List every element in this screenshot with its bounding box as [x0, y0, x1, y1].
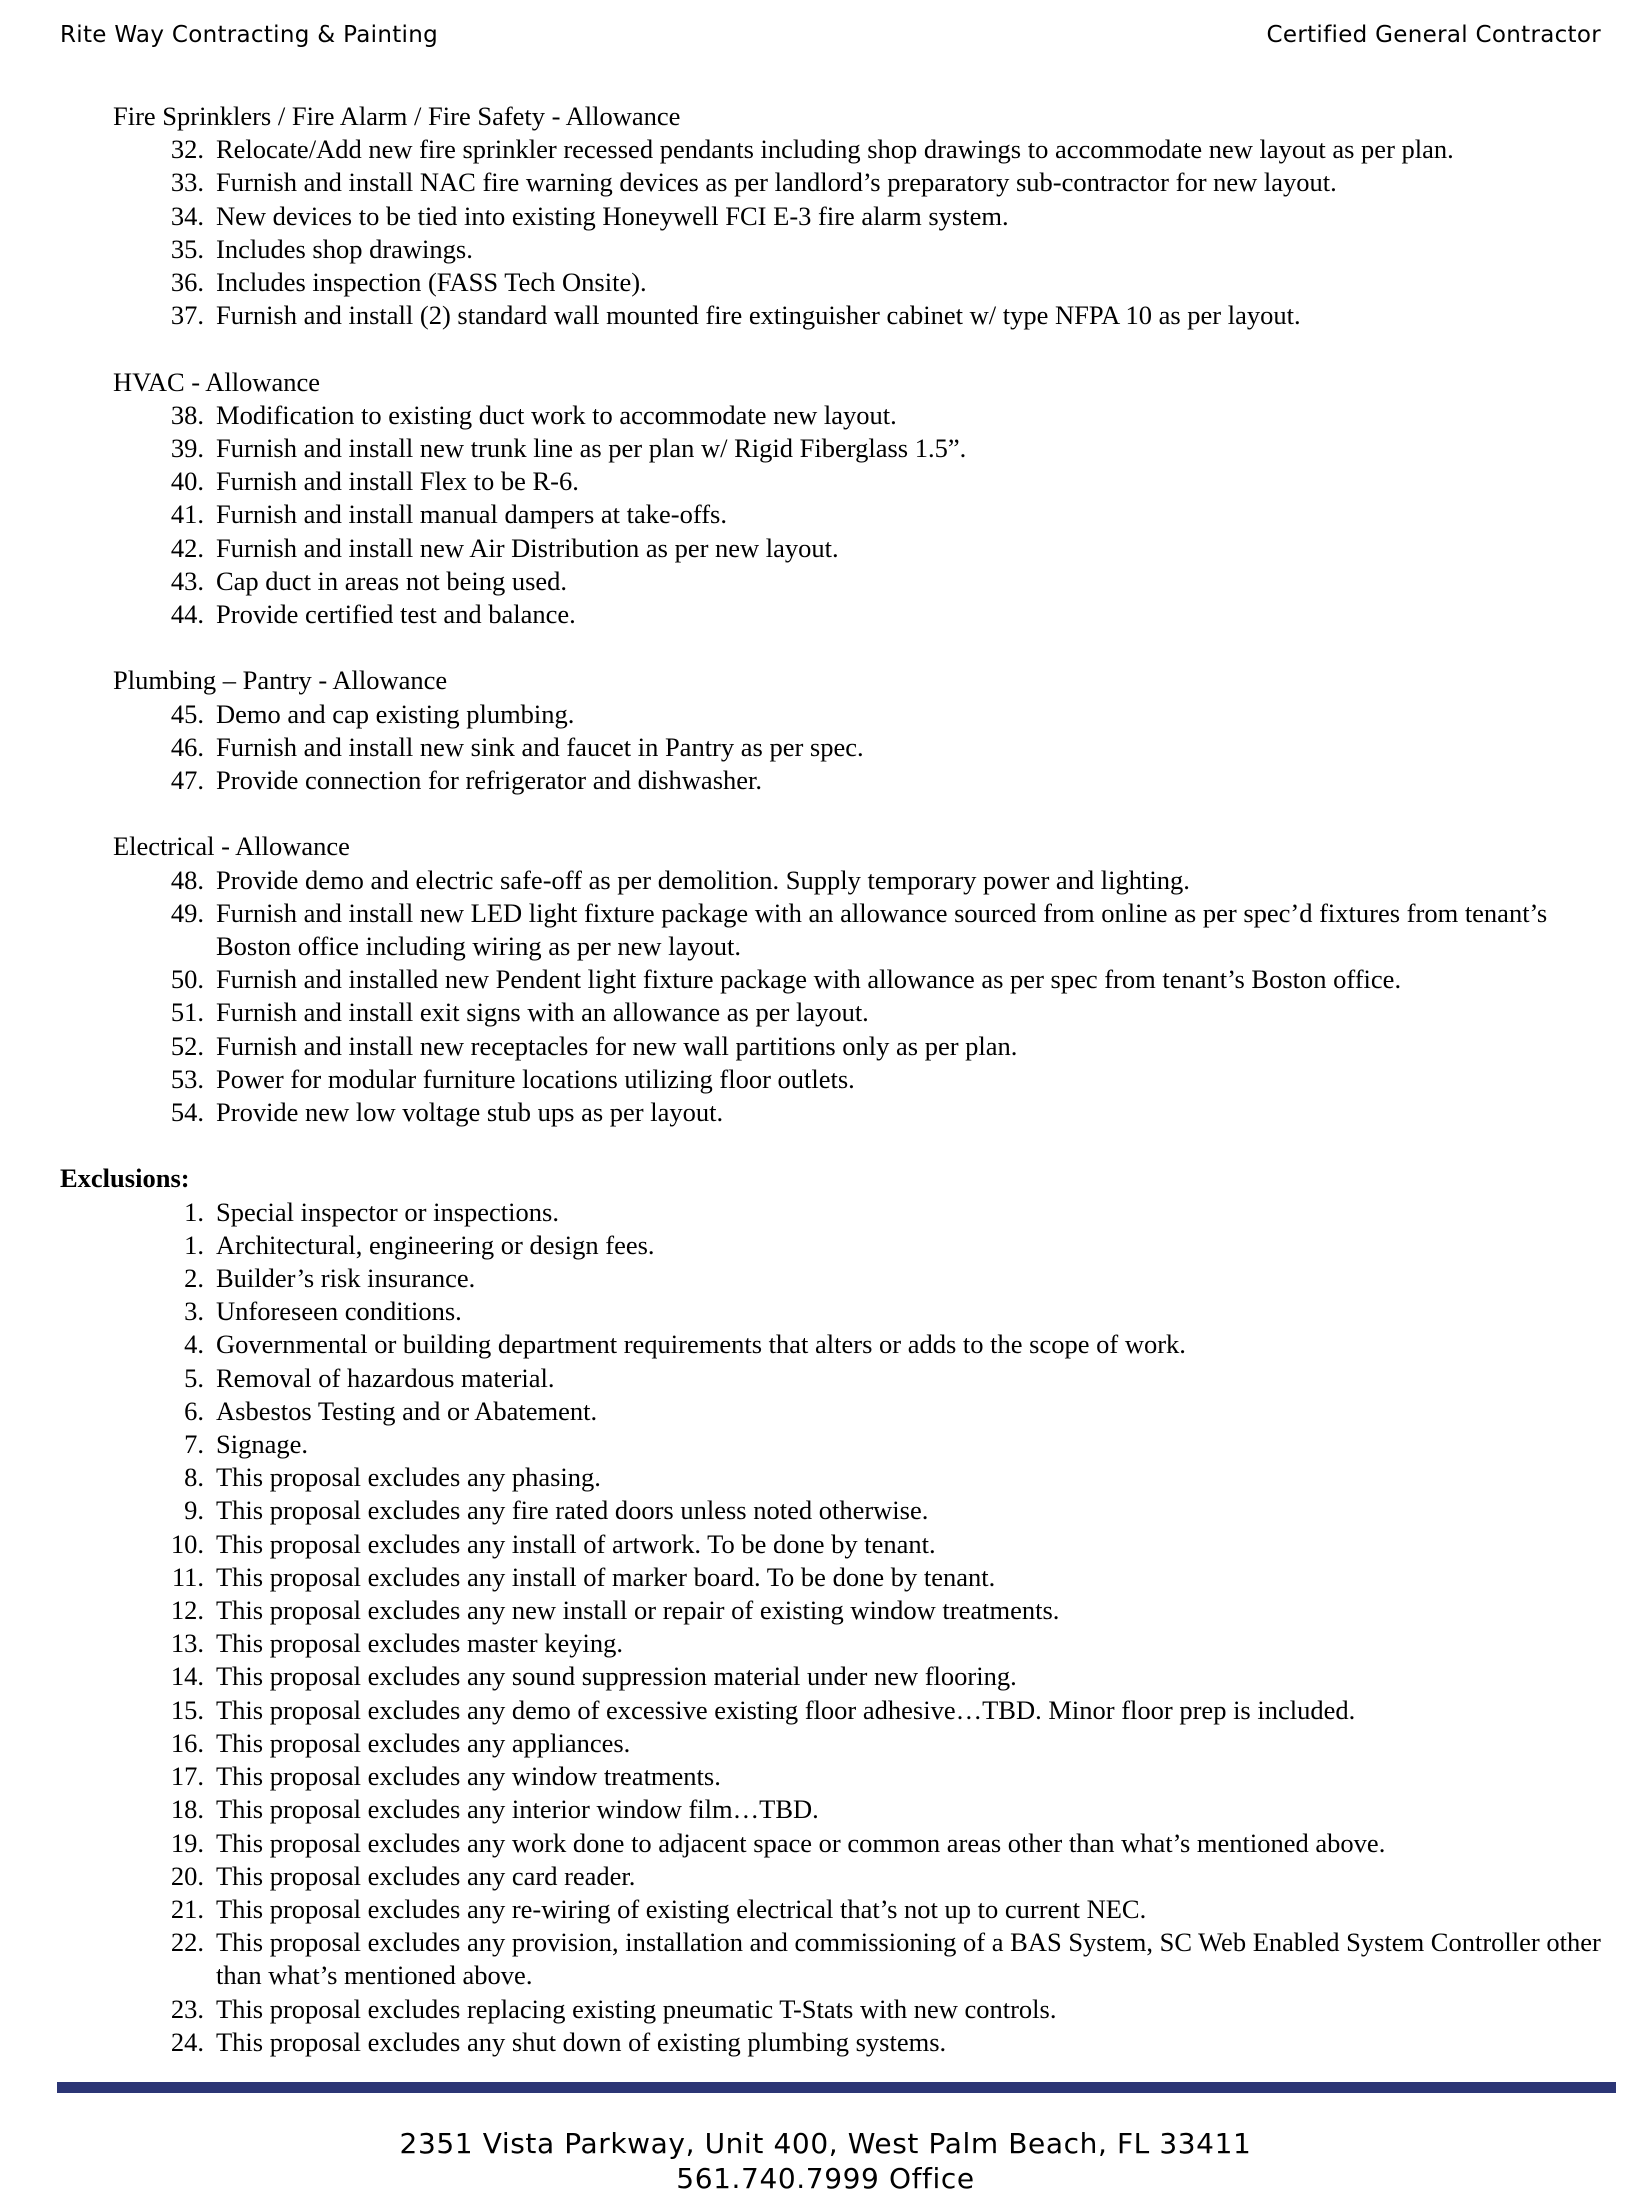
list-item: [60, 1528, 1630, 1561]
list-item-text: Builder’s risk insurance.: [216, 1263, 476, 1294]
list-item-text: New devices to be tied into existing Honeywell FCI E-3 fire alarm system.: [216, 200, 1009, 231]
scope-section: [60, 664, 1630, 797]
section-title: Plumbing – Pantry - Allowance: [113, 665, 448, 696]
list-item-text: Provide new low voltage stub ups as per layout.: [216, 1097, 724, 1128]
list-item-text: Provide certified test and balance.: [216, 599, 576, 630]
list-item: [60, 1627, 1630, 1660]
list-item-text: This proposal excludes replacing existing pneumatic T-Stats with new controls.: [216, 1993, 1057, 2024]
list-item: [60, 1063, 1630, 1096]
list-item: [60, 1262, 1630, 1295]
scope-section: [60, 100, 1630, 332]
list-item-number: 35.: [170, 233, 204, 264]
list-item-text: Demo and cap existing plumbing.: [216, 698, 575, 729]
list-item-text: Provide connection for refrigerator and dishwasher.: [216, 765, 763, 796]
document-body: [60, 100, 1630, 2059]
list-item: [60, 432, 1630, 465]
list-item-number: 21.: [170, 1893, 204, 1924]
list-item: [60, 1694, 1630, 1727]
list-item: [60, 1395, 1630, 1428]
list-item: [60, 1328, 1630, 1361]
list-item-text: This proposal excludes any window treatments.: [216, 1761, 721, 1792]
list-item-number: 54.: [170, 1097, 204, 1128]
list-item-number: 10.: [170, 1528, 204, 1559]
list-item-number: 38.: [170, 399, 204, 430]
list-item-number: 6.: [184, 1395, 204, 1426]
list-item: [60, 1926, 1630, 1992]
list-item-number: 45.: [170, 698, 204, 729]
list-item: [60, 731, 1630, 764]
list-item-text: Governmental or building department requirements that alters or adds to the scope of work.: [216, 1329, 1186, 1360]
list-item-text: Cap duct in areas not being used.: [216, 565, 568, 596]
list-item-number: 52.: [170, 1030, 204, 1061]
list-item: [60, 1760, 1630, 1793]
list-item: [60, 266, 1630, 299]
list-item-text: This proposal excludes any appliances.: [216, 1727, 631, 1758]
list-item-text: This proposal excludes master keying.: [216, 1628, 623, 1659]
list-item-number: 17.: [170, 1761, 204, 1792]
company-tagline: Certified General Contractor: [1266, 22, 1601, 48]
list-item-text: This proposal excludes any provision, installation and commissioning of a BAS System, SC Web Enabled System Controller other than what’s mentioned above.: [216, 1927, 1601, 1991]
list-item-number: 53.: [170, 1063, 204, 1094]
list-item: [60, 1030, 1630, 1063]
list-item-text: Includes inspection (FASS Tech Onsite).: [216, 267, 647, 298]
list-item-number: 47.: [170, 765, 204, 796]
list-item: [60, 299, 1630, 332]
list-item-text: Furnish and install manual dampers at take-offs.: [216, 499, 727, 530]
list-item-number: 40.: [170, 466, 204, 497]
list-item-text: Furnish and install new trunk line as per plan w/ Rigid Fiberglass 1.5”.: [216, 433, 967, 464]
list-item: [60, 864, 1630, 897]
list-item-number: 44.: [170, 599, 204, 630]
list-item: [60, 1660, 1630, 1693]
scope-section: [60, 830, 1630, 1129]
list-item-number: 46.: [170, 731, 204, 762]
list-item: [60, 200, 1630, 233]
list-item: [60, 532, 1630, 565]
list-item-text: Modification to existing duct work to accommodate new layout.: [216, 399, 897, 430]
list-item-number: 42.: [170, 532, 204, 563]
list-item-text: Removal of hazardous material.: [216, 1362, 555, 1393]
company-name: Rite Way Contracting & Painting: [60, 22, 438, 48]
list-item-number: 37.: [170, 300, 204, 331]
list-item-text: Furnish and install exit signs with an allowance as per layout.: [216, 997, 869, 1028]
list-item-text: Furnish and install Flex to be R-6.: [216, 466, 579, 497]
list-item: [60, 1727, 1630, 1760]
list-item-number: 49.: [170, 897, 204, 928]
list-item: [60, 996, 1630, 1029]
list-item-text: This proposal excludes any interior window film…TBD.: [216, 1794, 819, 1825]
exclusions-title: Exclusions:: [60, 1163, 190, 1194]
list-item-number: 11.: [171, 1561, 204, 1592]
page-header: [60, 22, 1611, 52]
list-item-text: Unforeseen conditions.: [216, 1296, 462, 1327]
list-item-number: 34.: [170, 200, 204, 231]
list-item: [60, 598, 1630, 631]
list-item-text: This proposal excludes any demo of excessive existing floor adhesive…TBD. Minor floor prep is included.: [216, 1694, 1356, 1725]
list-item: [60, 1295, 1630, 1328]
list-item: [60, 1362, 1630, 1395]
list-item-text: Power for modular furniture locations utilizing floor outlets.: [216, 1063, 855, 1094]
list-item: [60, 698, 1630, 731]
list-item-number: 9.: [184, 1495, 204, 1526]
list-item: [60, 1827, 1630, 1860]
list-item-text: This proposal excludes any sound suppression material under new flooring.: [216, 1661, 1017, 1692]
list-item-number: 23.: [170, 1993, 204, 2024]
section-title: HVAC - Allowance: [113, 366, 321, 397]
list-item: [60, 233, 1630, 266]
list-item: [60, 1196, 1630, 1229]
list-item-number: 8.: [184, 1462, 204, 1493]
list-item: [60, 1494, 1630, 1527]
list-item: [60, 166, 1630, 199]
list-item: [60, 498, 1630, 531]
exclusions-section: [60, 1162, 1630, 2058]
list-item-number: 33.: [170, 167, 204, 198]
section-title: Electrical - Allowance: [113, 831, 350, 862]
list-item-text: Furnish and installed new Pendent light fixture package with allowance as per spec from tenant’s Boston office.: [216, 964, 1402, 995]
list-item-number: 50.: [170, 964, 204, 995]
list-item-number: 2.: [184, 1263, 204, 1294]
list-item-text: Signage.: [216, 1429, 308, 1460]
list-item-text: This proposal excludes any fire rated doors unless noted otherwise.: [216, 1495, 929, 1526]
list-item: [60, 1561, 1630, 1594]
list-item-number: 4.: [184, 1329, 204, 1360]
list-item: [60, 1229, 1630, 1262]
list-item-number: 20.: [170, 1860, 204, 1891]
footer-phone: 561.740.7999 Office: [676, 2162, 975, 2195]
list-item-text: This proposal excludes any new install or repair of existing window treatments.: [216, 1595, 1060, 1626]
list-item-number: 1.: [184, 1229, 204, 1260]
list-item-text: Architectural, engineering or design fees.: [216, 1229, 655, 1260]
list-item-text: Relocate/Add new fire sprinkler recessed pendants including shop drawings to accommodate new layout as per plan.: [216, 134, 1454, 165]
list-item: [60, 1096, 1630, 1129]
footer-address: 2351 Vista Parkway, Unit 400, West Palm Beach, FL 33411: [399, 2127, 1252, 2160]
list-item-number: 39.: [170, 433, 204, 464]
list-item-number: 22.: [170, 1927, 204, 1958]
list-item-number: 3.: [184, 1296, 204, 1327]
list-item-text: Furnish and install (2) standard wall mounted fire extinguisher cabinet w/ type NFPA 10 as per layout.: [216, 300, 1301, 331]
list-item-text: Furnish and install new LED light fixture package with an allowance sourced from online as per spec’d fixtures from tenant’s Boston office including wiring as per new layout.: [216, 897, 1548, 962]
list-item-text: Provide demo and electric safe-off as per demolition. Supply temporary power and lighting.: [216, 864, 1190, 895]
list-item: [60, 897, 1630, 963]
list-item: [60, 399, 1630, 432]
list-item-text: Furnish and install new sink and faucet in Pantry as per spec.: [216, 731, 864, 762]
list-item-number: 43.: [170, 565, 204, 596]
list-item-number: 41.: [170, 499, 204, 530]
list-item: [60, 1428, 1630, 1461]
list-item-text: This proposal excludes any re-wiring of existing electrical that’s not up to current NEC.: [216, 1893, 1147, 1924]
list-item-number: 24.: [170, 2026, 204, 2057]
section-title: Fire Sprinklers / Fire Alarm / Fire Safety - Allowance: [113, 101, 681, 131]
list-item-text: Asbestos Testing and or Abatement.: [216, 1395, 598, 1426]
list-item-text: Special inspector or inspections.: [216, 1196, 559, 1227]
list-item-number: 19.: [170, 1827, 204, 1858]
list-item-number: 36.: [170, 267, 204, 298]
list-item-text: Furnish and install new receptacles for new wall partitions only as per plan.: [216, 1030, 1018, 1061]
list-item: [60, 2026, 1630, 2059]
list-item: [60, 1893, 1630, 1926]
list-item-text: This proposal excludes any phasing.: [216, 1462, 601, 1493]
list-item: [60, 133, 1630, 166]
footer-divider: [57, 2082, 1616, 2093]
page-footer: [0, 2126, 1651, 2196]
list-item: [60, 1860, 1630, 1893]
scope-section: [60, 366, 1630, 632]
list-item-number: 1.: [184, 1196, 204, 1227]
list-item-number: 18.: [170, 1794, 204, 1825]
list-item-text: This proposal excludes any work done to adjacent space or common areas other than what’s mentioned above.: [216, 1827, 1386, 1858]
list-item-number: 51.: [170, 997, 204, 1028]
list-item: [60, 1461, 1630, 1494]
list-item: [60, 764, 1630, 797]
list-item: [60, 565, 1630, 598]
list-item-text: Includes shop drawings.: [216, 233, 473, 264]
list-item-number: 32.: [170, 134, 204, 165]
list-item: [60, 963, 1630, 996]
list-item-text: Furnish and install new Air Distribution as per new layout.: [216, 532, 839, 563]
list-item: [60, 1793, 1630, 1826]
list-item-text: This proposal excludes any shut down of existing plumbing systems.: [216, 2026, 947, 2057]
list-item-number: 14.: [170, 1661, 204, 1692]
list-item-text: This proposal excludes any card reader.: [216, 1860, 636, 1891]
list-item-number: 5.: [184, 1362, 204, 1393]
list-item: [60, 1594, 1630, 1627]
list-item-text: This proposal excludes any install of marker board. To be done by tenant.: [216, 1561, 996, 1592]
list-item-number: 48.: [170, 864, 204, 895]
list-item-number: 7.: [184, 1429, 204, 1460]
list-item-number: 12.: [170, 1595, 204, 1626]
list-item-text: Furnish and install NAC fire warning devices as per landlord’s preparatory sub-contractor for new layout.: [216, 167, 1337, 198]
list-item-number: 13.: [170, 1628, 204, 1659]
list-item-number: 15.: [170, 1694, 204, 1725]
list-item-text: This proposal excludes any install of artwork. To be done by tenant.: [216, 1528, 936, 1559]
list-item-number: 16.: [170, 1727, 204, 1758]
list-item: [60, 1993, 1630, 2026]
list-item: [60, 465, 1630, 498]
